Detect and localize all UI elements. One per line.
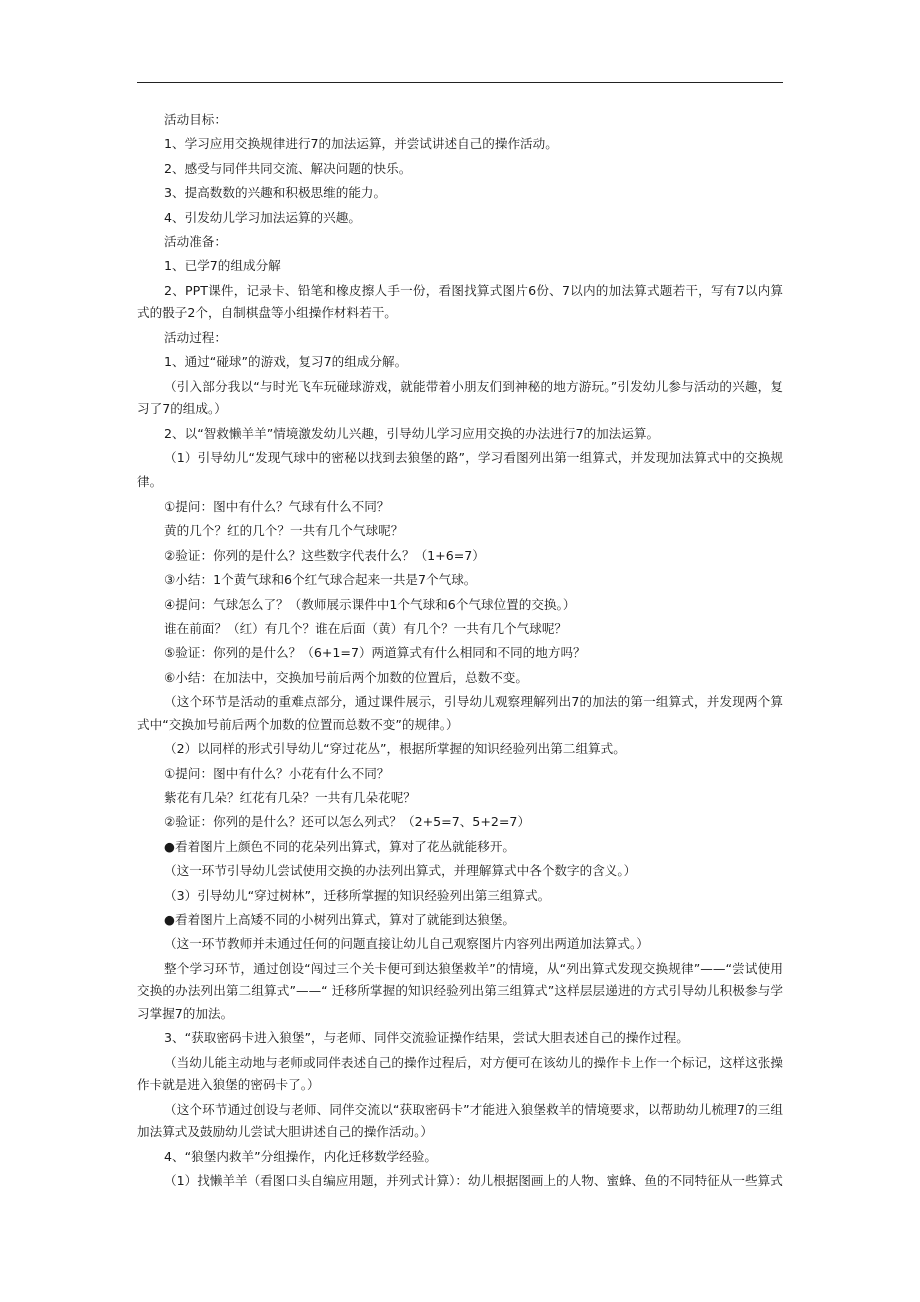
prep-item: 2、PPT课件，记录卡、铅笔和橡皮擦人手一份，看图找算式图片6份、7以内的加法算式题若干，写有7以内算式的骰子2个，自制棋盘等小组操作材料若干。 bbox=[137, 282, 783, 321]
process-line: ⑤验证：你列的是什么？（6+1=7）两道算式有什么相同和不同的地方吗？ bbox=[164, 645, 586, 661]
process-note: （这一环节教师并未通过任何的问题直接让幼儿自己观察图片内容列出两道加法算式。） bbox=[164, 936, 649, 952]
process-line: 谁在前面？（红）有几个？谁在后面（黄）有几个？一共有几个气球呢？ bbox=[164, 620, 567, 636]
process-line: ④提问：气球怎么了？（教师展示课件中1个气球和6个气球位置的交换。） bbox=[164, 596, 576, 612]
process-line: ⑥小结：在加法中，交换加号前后两个加数的位置后，总数不变。 bbox=[164, 669, 528, 685]
process-step: 4、“狼堡内救羊”分组操作，内化迁移数学经验。 bbox=[164, 1148, 437, 1164]
process-line: ②验证：你列的是什么？这些数字代表什么？（1+6=7） bbox=[164, 547, 485, 563]
process-step: 1、通过“碰球”的游戏，复习7的组成分解。 bbox=[164, 354, 408, 370]
goal-item: 3、提高数数的兴趣和积极思维的能力。 bbox=[164, 185, 387, 201]
process-line: ①提问：图中有什么？小花有什么不同？ bbox=[164, 765, 390, 781]
process-note: （引入部分我以“与时光飞车玩碰球游戏，就能带着小朋友们到神秘的地方游玩。”引发幼儿参与活动的兴趣，复习了7的组成。） bbox=[137, 378, 783, 417]
process-line: 黄的几个？红的几个？一共有几个气球呢？ bbox=[164, 523, 404, 539]
process-substep: （2）以同样的形式引导幼儿“穿过花丛”，根据所掌握的知识经验列出第二组算式。 bbox=[164, 741, 626, 757]
process-note: （这个环节是活动的重难点部分，通过课件展示，引导幼儿观察理解列出7的加法的第一组算式，并发现两个算式中“交换加号前后两个加数的位置而总数不变”的规律。） bbox=[137, 694, 783, 732]
process-summary: 整个学习环节，通过创设“闯过三个关卡便可到达狼堡救羊”的情境，从“列出算式发现交换规律”——“尝试使用交换的办法列出第二组算式”——“ 迁移所掌握的知识经验列出第三组算式”这样层层递进的方式引导幼儿积极参与学习掌握7的加法。 bbox=[137, 960, 783, 1021]
header-rule bbox=[137, 82, 783, 83]
process-note: （当幼儿能主动地与老师或同伴表述自己的操作过程后，对方便可在该幼儿的操作卡上作一个标记，这样这张操作卡就是进入狼堡的密码卡了。） bbox=[137, 1054, 783, 1093]
process-line: ①提问：图中有什么？气球有什么不同？ bbox=[164, 498, 390, 514]
process-line: ③小结：1个黄气球和6个红气球合起来一共是7个气球。 bbox=[164, 572, 477, 588]
process-line: 紫花有几朵？红花有几朵？一共有几朵花呢？ bbox=[164, 789, 416, 805]
process-substep: （1）找懒羊羊（看图口头自编应用题，并列式计算）：幼儿根据图画上的人物、蜜蜂、鱼的不同特征从一些算式 bbox=[164, 1173, 783, 1189]
process-step: 2、以“智救懒羊羊”情境激发幼儿兴趣，引导幼儿学习应用交换的办法进行7的加法运算。 bbox=[164, 425, 660, 441]
process-line: ●看着图片上高矮不同的小树列出算式，算对了就能到达狼堡。 bbox=[164, 911, 516, 927]
process-step: 3、“获取密码卡进入狼堡”，与老师、同伴交流验证操作结果，尝试大胆表述自己的操作过程。 bbox=[164, 1030, 689, 1046]
heading-process: 活动过程： bbox=[164, 329, 227, 345]
process-line: ●看着图片上颜色不同的花朵列出算式，算对了花丛就能移开。 bbox=[164, 838, 516, 854]
document-body bbox=[137, 108, 783, 1194]
process-substep: （3）引导幼儿“穿过树林”，迁移所掌握的知识经验列出第三组算式。 bbox=[164, 887, 551, 903]
process-line: ②验证：你列的是什么？还可以怎么列式？（2+5=7、5+2=7） bbox=[164, 814, 531, 830]
process-substep: （1）引导幼儿“发现气球中的密秘以找到去狼堡的路”，学习看图列出第一组算式，并发现加法算式中的交换规律。 bbox=[137, 450, 783, 490]
goal-item: 4、引发幼儿学习加法运算的兴趣。 bbox=[164, 209, 361, 225]
goal-item: 1、学习应用交换规律进行7的加法运算，并尝试讲述自己的操作活动。 bbox=[164, 136, 558, 152]
prep-item: 1、已学7的组成分解 bbox=[164, 258, 281, 274]
goal-item: 2、感受与同伴共同交流、解决问题的快乐。 bbox=[164, 160, 412, 176]
heading-goals: 活动目标： bbox=[164, 112, 227, 127]
process-note: （这个环节通过创设与老师、同伴交流以“获取密码卡”才能进入狼堡救羊的情境要求，以帮助幼儿梳理7的三组加法算式及鼓励幼儿尝试大胆讲述自己的操作活动。） bbox=[137, 1101, 783, 1140]
process-note: （这一环节引导幼儿尝试使用交换的办法列出算式，并理解算式中各个数字的含义。） bbox=[164, 863, 637, 879]
heading-preparation: 活动准备： bbox=[164, 234, 227, 250]
